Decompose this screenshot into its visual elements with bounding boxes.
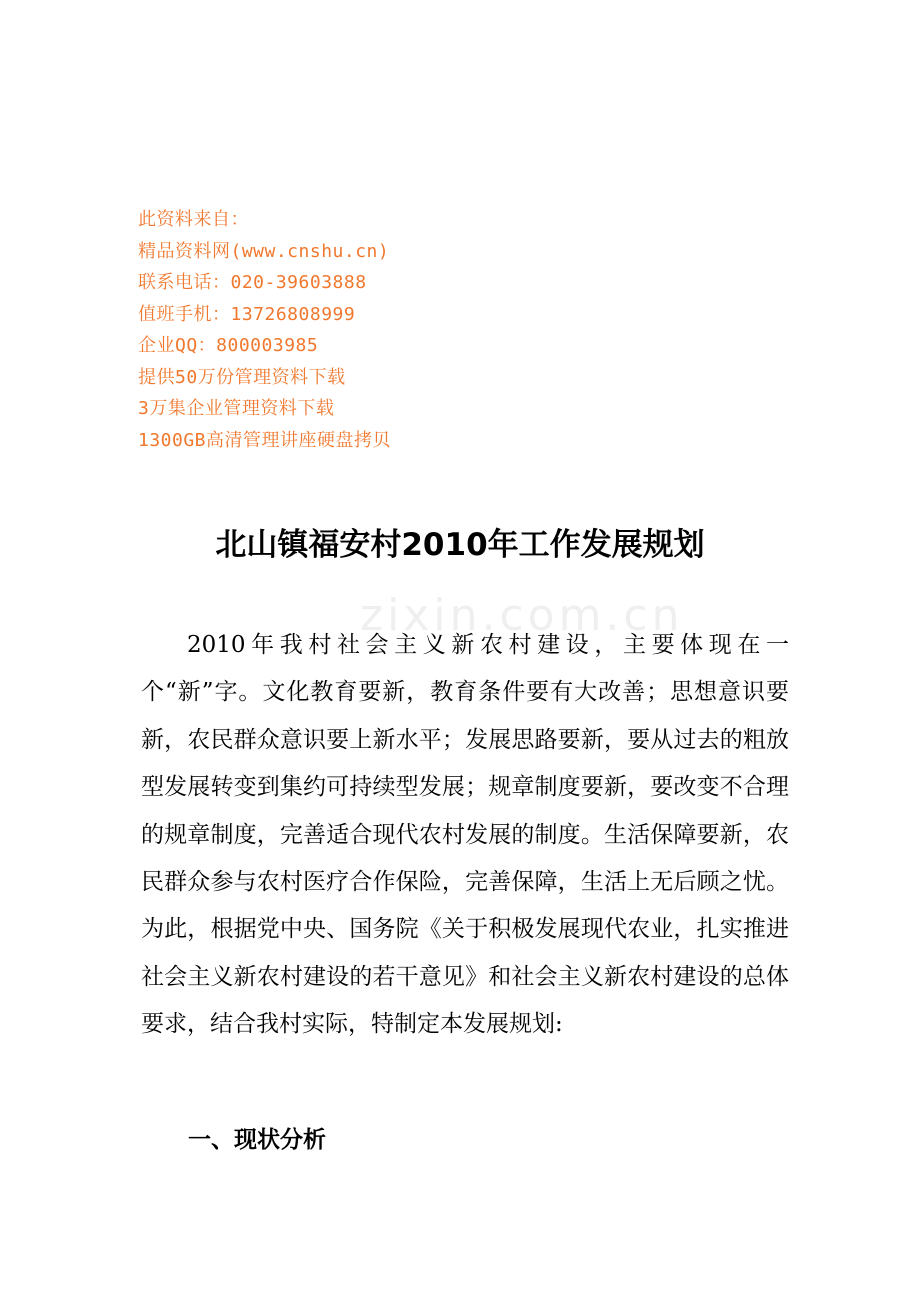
source-line-website: 精品资料网(www.cnshu.cn): [138, 240, 390, 262]
source-line-mobile: 值班手机：13726808999: [138, 303, 356, 325]
source-line-phone: 联系电话：020-39603888: [138, 272, 367, 293]
source-line-offer-3: 1300GB高清管理讲座硬盘拷贝: [138, 429, 392, 451]
source-line-offer-1: 提供50万份管理资料下载: [138, 366, 346, 388]
intro-paragraph: 2010年我村社会主义新农村建设，主要体现在一个“新”字。文化教育要新，教育条件要有大改善；思想意识要新，农民群众意识要上新水平；发展思路要新，要从过去的粗放型发展转变到集约可持续型发展；规章制度要新，要改变不合理的规章制度，完善适合现代农村发展的制度。生活保障要新，农民群众参与农村医疗合作保险，完善保障，生活上无后顾之忧。为此，根据党中央、国务院《关于积极发展现代农业，扎实推进社会主义新农村建设的若干意见》和社会主义新农村建设的总体要求，结合我村实际，特制定本发展规划:: [141, 632, 789, 1038]
source-info-block: [138, 204, 658, 456]
section-heading-status-analysis: 一、现状分析: [188, 1127, 326, 1153]
watermark-text: zixin.com.cn: [360, 590, 684, 641]
source-line-offer-2: 3万集企业管理资料下载: [138, 398, 335, 419]
source-line-qq: 企业QQ：800003985: [138, 335, 319, 356]
document-title: 北山镇福安村2010年工作发展规划: [215, 527, 705, 563]
source-line-intro: 此资料来自：: [138, 209, 249, 230]
